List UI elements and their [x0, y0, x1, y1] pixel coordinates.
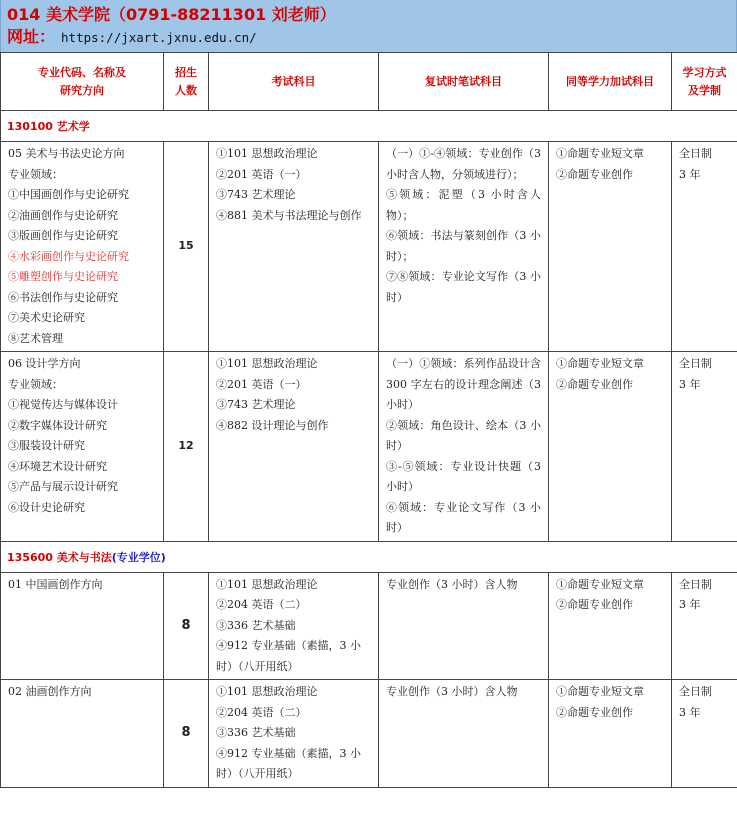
exam-item: ④912 专业基础（素描，3 小时）（八开用纸）	[216, 746, 361, 780]
mode-item: 3 年	[679, 167, 701, 181]
exam-item: ③336 艺术基础	[216, 618, 296, 632]
table-row	[1, 352, 737, 542]
admissions-table	[0, 52, 737, 788]
extra-item: ①命题专业短文章	[556, 577, 644, 591]
extra-item: ②命题专业创作	[556, 167, 633, 181]
exam-item: ②204 英语（二）	[216, 598, 307, 611]
mode-item: 3 年	[679, 705, 701, 719]
category-fineart	[1, 541, 737, 572]
retest-item: ⑥领域：专业论文写作（3 小时）	[386, 500, 541, 534]
school-url-link[interactable]: https://jxart.jxnu.edu.cn/	[61, 30, 257, 45]
direction-name: 01 中国画创作方向	[8, 577, 103, 591]
category-fineart-name: 135600 美术与书法	[7, 550, 112, 564]
field-item-highlight: ④水彩画创作与史论研究	[8, 249, 129, 263]
extra-cell	[549, 680, 672, 788]
header-retest: 复试时笔试科目	[379, 53, 549, 111]
mode-item: 全日制	[679, 577, 712, 591]
field-label: 专业领域：	[8, 377, 63, 391]
retest-item: （一）①领域：系列作品设计含 300 字左右的设计理念阐述（3 小时）	[386, 357, 541, 411]
retest-cell	[379, 680, 549, 788]
exam-item: ①101 思想政治理论	[216, 147, 318, 160]
mode-item: 全日制	[679, 357, 712, 370]
retest-item: ⑤领域：泥塑（3 小时含人物）；	[386, 188, 541, 222]
direction-name: 06 设计学方向	[8, 357, 81, 370]
field-item: ⑥书法创作与史论研究	[8, 290, 118, 304]
exam-item: ④881 美术与书法理论与创作	[216, 208, 362, 222]
field-item: ⑤产品与展示设计研究	[8, 480, 118, 493]
major-cell	[1, 352, 164, 542]
table-row	[1, 572, 737, 680]
quota-cell: 8	[164, 680, 209, 788]
exam-item: ④882 设计理论与创作	[216, 418, 329, 432]
quota-cell: 8	[164, 572, 209, 680]
exam-item: ①101 思想政治理论	[216, 357, 318, 370]
field-item: ①视觉传达与媒体设计	[8, 398, 118, 411]
retest-item: ⑥领域：书法与篆刻创作（3 小时）；	[386, 229, 541, 263]
exam-item: ③336 艺术基础	[216, 726, 296, 739]
header-exam: 考试科目	[209, 53, 379, 111]
category-row-fineart	[1, 541, 737, 572]
field-item: ②油画创作与史论研究	[8, 208, 118, 222]
retest-cell	[379, 352, 549, 542]
retest-item: ③-⑤领域：专业设计快题（3 小时）	[386, 459, 541, 493]
extra-item: ②命题专业创作	[556, 705, 633, 719]
mode-item: 3 年	[679, 598, 701, 611]
field-item: ⑧艺术管理	[8, 331, 63, 345]
exam-item: ①101 思想政治理论	[216, 577, 318, 591]
retest-item: ⑦⑧领域：专业论文写作（3 小时）	[386, 270, 541, 304]
extra-item: ①命题专业短文章	[556, 147, 644, 160]
extra-item: ①命题专业短文章	[556, 685, 644, 698]
field-label: 专业领域：	[8, 167, 63, 181]
extra-cell	[549, 352, 672, 542]
exam-item: ②204 英语（二）	[216, 705, 307, 719]
exam-item: ④912 专业基础（素描，3 小时）（八开用纸）	[216, 639, 361, 673]
field-item: ③服装设计研究	[8, 439, 85, 452]
extra-item: ②命题专业创作	[556, 598, 633, 611]
table-row	[1, 142, 737, 352]
retest-cell	[379, 572, 549, 680]
exam-cell	[209, 680, 379, 788]
mode-cell	[672, 572, 737, 680]
mode-item: 全日制	[679, 147, 712, 160]
exam-item: ②201 英语（一）	[216, 167, 307, 181]
field-item-highlight: ⑤雕塑创作与史论研究	[8, 270, 118, 283]
field-item: ①中国画创作与史论研究	[8, 188, 129, 201]
major-cell	[1, 142, 164, 352]
quota-cell: 15	[164, 142, 209, 352]
extra-cell	[549, 572, 672, 680]
extra-item: ②命题专业创作	[556, 377, 633, 391]
field-item: ③版画创作与史论研究	[8, 229, 118, 242]
direction-name: 02 油画创作方向	[8, 685, 92, 698]
exam-item: ③743 艺术理论	[216, 398, 296, 411]
exam-cell	[209, 142, 379, 352]
category-row-art	[1, 111, 737, 142]
quota-cell: 12	[164, 352, 209, 542]
major-cell	[1, 572, 164, 680]
mode-cell	[672, 680, 737, 788]
field-item: ⑦美术史论研究	[8, 311, 85, 324]
mode-item: 全日制	[679, 685, 712, 698]
retest-item: 专业创作（3 小时）含人物	[386, 577, 518, 591]
exam-item: ①101 思想政治理论	[216, 685, 318, 698]
school-banner	[0, 0, 737, 52]
retest-cell	[379, 142, 549, 352]
exam-cell	[209, 352, 379, 542]
field-item: ②数字媒体设计研究	[8, 418, 107, 432]
header-row	[1, 53, 737, 111]
professional-degree-tag: (专业学位)	[111, 550, 166, 564]
mode-cell	[672, 142, 737, 352]
url-row	[7, 26, 730, 49]
field-item: ⑥设计史论研究	[8, 500, 85, 514]
direction-name: 05 美术与书法史论方向	[8, 147, 125, 160]
header-quota: 招生 人数	[164, 53, 209, 111]
exam-cell	[209, 572, 379, 680]
header-major: 专业代码、名称及 研究方向	[1, 53, 164, 111]
header-extra: 同等学力加试科目	[549, 53, 672, 111]
retest-item: 专业创作（3 小时）含人物	[386, 685, 518, 698]
field-item: ④环境艺术设计研究	[8, 459, 107, 473]
table-row	[1, 680, 737, 788]
category-art: 130100 艺术学	[1, 111, 737, 142]
mode-cell	[672, 352, 737, 542]
mode-item: 3 年	[679, 377, 701, 391]
major-cell	[1, 680, 164, 788]
header-mode: 学习方式 及学制	[672, 53, 737, 111]
exam-item: ②201 英语（一）	[216, 377, 307, 391]
school-title: 014 美术学院（0791-88211301 刘老师）	[7, 5, 336, 24]
retest-item: （一）①-④领域：专业创作（3 小时含人物，分领域进行）；	[386, 147, 541, 181]
extra-cell	[549, 142, 672, 352]
retest-item: ②领域：角色设计、绘本（3 小时）	[386, 418, 541, 452]
extra-item: ①命题专业短文章	[556, 357, 644, 370]
exam-item: ③743 艺术理论	[216, 188, 296, 201]
url-label: 网址：	[7, 27, 56, 46]
